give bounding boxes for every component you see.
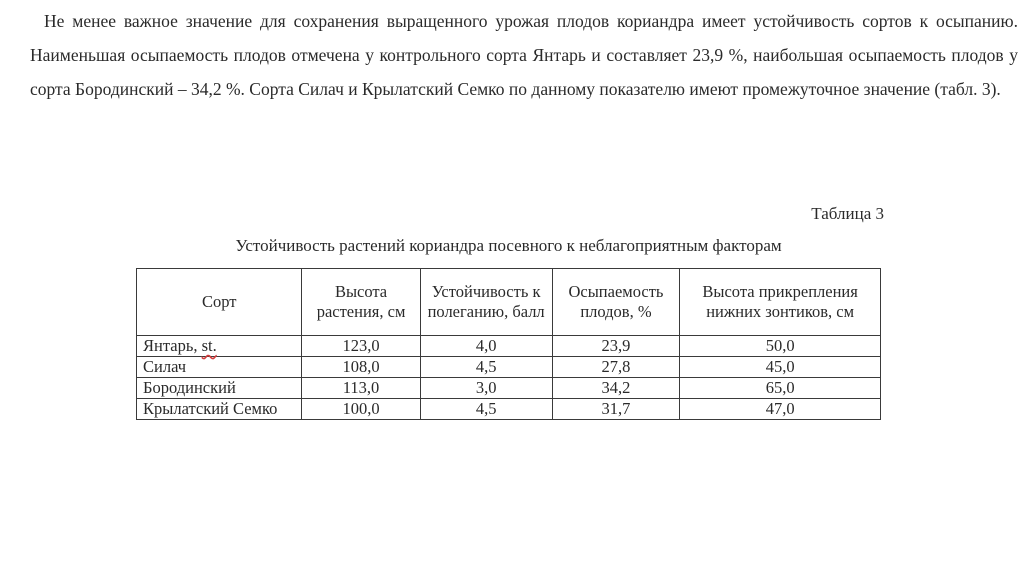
standard-mark: st.: [201, 336, 217, 355]
table-row: [137, 336, 881, 357]
header-variety: Сорт: [137, 269, 302, 336]
cell-lodging: 3,0: [420, 378, 552, 399]
cell-umbel: 65,0: [680, 378, 881, 399]
table-row: [137, 399, 881, 420]
cell-height: 113,0: [302, 378, 420, 399]
header-lodging-resistance: Устойчивость к полеганию, балл: [420, 269, 552, 336]
cell-shedding: 34,2: [552, 378, 680, 399]
header-umbel-height: Высота прикрепления нижних зонтиков, см: [680, 269, 881, 336]
cell-variety: [137, 336, 302, 357]
table-caption: Таблица 3: [811, 204, 884, 223]
cell-lodging: 4,5: [420, 399, 552, 420]
header-plant-height: Высота растения, см: [302, 269, 420, 336]
cell-umbel: 50,0: [680, 336, 881, 357]
cell-shedding: 23,9: [552, 336, 680, 357]
cell-height: 100,0: [302, 399, 420, 420]
cell-umbel: 45,0: [680, 357, 881, 378]
cell-shedding: 27,8: [552, 357, 680, 378]
table-row: [137, 357, 881, 378]
cell-umbel: 47,0: [680, 399, 881, 420]
cell-height: 108,0: [302, 357, 420, 378]
cell-lodging: 4,0: [420, 336, 552, 357]
cell-lodging: 4,5: [420, 357, 552, 378]
cell-variety: Бородинский: [137, 378, 302, 399]
table-title: Устойчивость растений кориандра посевного к неблагоприятным факторам: [235, 236, 782, 255]
cell-variety: Силач: [137, 357, 302, 378]
data-table: [136, 268, 881, 420]
table-header-row: [137, 269, 881, 336]
header-fruit-shedding: Осыпаемость плодов, %: [552, 269, 680, 336]
body-paragraph: Не менее важное значение для сохранения выращенного урожая плодов кориандра имеет устойчивость сортов к осыпанию. Наименьшая осыпаемость плодов отмечена у контрольного сорта Янтарь и составляет 23,9 %, наибольшая осыпаемость плодов у сорта Бородинский – 34,2 %. Сорта Силач и Крылатский Семко по данному показателю имеют промежуточное значение (табл. 3).: [30, 11, 1018, 99]
variety-name: Янтарь,: [143, 336, 198, 355]
table-row: [137, 378, 881, 399]
cell-variety: Крылатский Семко: [137, 399, 302, 420]
cell-shedding: 31,7: [552, 399, 680, 420]
cell-height: 123,0: [302, 336, 420, 357]
